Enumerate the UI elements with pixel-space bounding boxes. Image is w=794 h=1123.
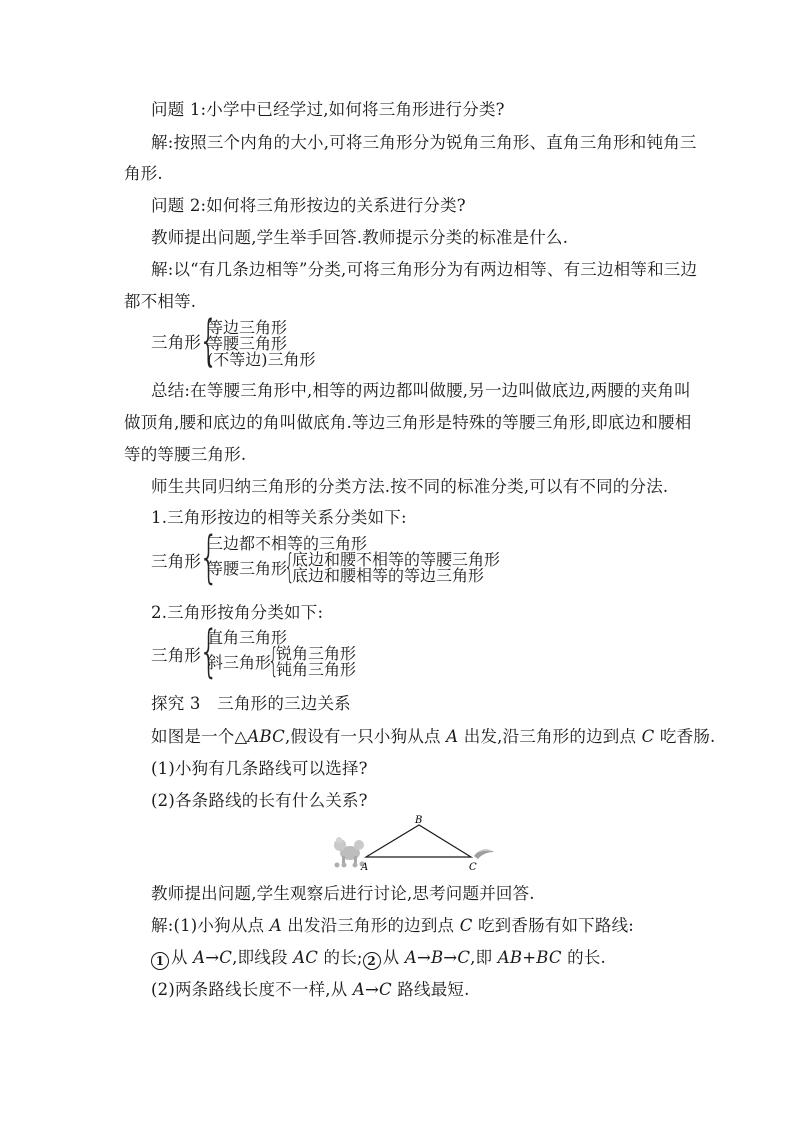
question-a: (1)小狗有几条路线可以选择?	[151, 759, 368, 778]
question-2: 问题 2:如何将三角形按边的关系进行分类?	[151, 196, 466, 215]
left-brace-icon: {	[268, 641, 279, 681]
question-b: (2)各条路线的长有什么关系?	[151, 791, 368, 810]
summary-line-3: 等的等腰三角形.	[124, 445, 247, 464]
question-1: 问题 1:小学中已经学过,如何将三角形进行分类?	[151, 100, 505, 119]
answer-2-line-2: 都不相等.	[124, 292, 197, 311]
solution-line-2: 1 从 A→C,即线段 AC 的长; 2 从 A→B→C,即 AB+BC 的长.	[151, 948, 606, 970]
sausage-icon	[474, 849, 494, 859]
classification-subitem: 底边和腰相等的等边三角形	[292, 566, 485, 585]
classification-by-sides-simple	[151, 309, 411, 372]
classification-item: 等腰三角形	[207, 334, 288, 353]
triangle-abc	[366, 825, 471, 857]
answer-1-line-2: 角形.	[124, 164, 163, 183]
section-2-title: 2.三角形按角分类如下:	[151, 603, 324, 622]
summary-line-2: 做顶角,腰和底边的角叫做底角.等边三角形是特殊的等腰三角形,即底边和腰相	[124, 413, 692, 432]
classification-item: 等腰三角形	[207, 559, 288, 578]
classification-by-sides	[151, 525, 531, 590]
left-brace-icon: {	[284, 547, 295, 587]
vertex-label-b: B	[415, 815, 423, 826]
left-brace-icon: {	[199, 525, 219, 590]
vertex-label-a: A	[361, 862, 369, 872]
classification-subitem: 锐角三角形	[276, 644, 357, 663]
classification-root: 三角形	[151, 646, 202, 665]
classification-item: 等边三角形	[207, 318, 288, 337]
explore-title: 探究 3 三角形的三边关系	[151, 694, 351, 713]
solution-line-3: (2)两条路线长度不一样,从 A→C 路线最短.	[151, 980, 470, 999]
classification-item: 三边都不相等的三角形	[207, 534, 368, 553]
answer-1-line-1: 解:按照三个内角的大小,可将三角形分为锐角三角形、直角三角形和钝角三	[151, 133, 697, 152]
left-brace-icon: {	[199, 619, 219, 684]
conclusion: 师生共同归纳三角形的分类方法.按不同的标准分类,可以有不同的分法.	[151, 477, 669, 496]
classification-item: 直角三角形	[207, 628, 288, 647]
classification-subitem: 底边和腰不相等的等腰三角形	[292, 550, 501, 569]
explore-description: 如图是一个△ABC,假设有一只小狗从点 A 出发,沿三角形的边到点 C 吃香肠.	[151, 727, 716, 746]
classification-subitem: 钝角三角形	[276, 660, 357, 679]
classification-root: 三角形	[151, 552, 202, 571]
circled-number-1: 1	[151, 952, 169, 970]
classification-item: (不等边)三角形	[207, 350, 316, 369]
solution-line-1: 解:(1)小狗从点 A 出发沿三角形的边到点 C 吃到香肠有如下路线:	[151, 916, 635, 935]
answer-2-line-1: 解:以“有几条边相等”分类,可将三角形分为有两边相等、有三边相等和三边	[151, 260, 698, 279]
classification-root: 三角形	[151, 333, 202, 352]
vertex-label-c: C	[469, 862, 477, 872]
circled-number-2: 2	[363, 952, 381, 970]
summary-line-1: 总结:在等腰三角形中,相等的两边都叫做腰,另一边叫做底边,两腰的夹角叫	[151, 381, 691, 400]
classification-item: 斜三角形	[207, 653, 272, 672]
teacher-note-2: 教师提出问题,学生观察后进行讨论,思考问题并回答.	[151, 884, 535, 903]
classification-by-angles	[151, 619, 411, 684]
section-1-title: 1.三角形按边的相等关系分类如下:	[151, 508, 407, 527]
triangle-figure	[330, 812, 500, 872]
dog-icon	[334, 837, 365, 868]
teacher-note-1: 教师提出问题,学生举手回答.教师提示分类的标准是什么.	[151, 228, 569, 247]
left-brace-icon: {	[199, 309, 218, 372]
